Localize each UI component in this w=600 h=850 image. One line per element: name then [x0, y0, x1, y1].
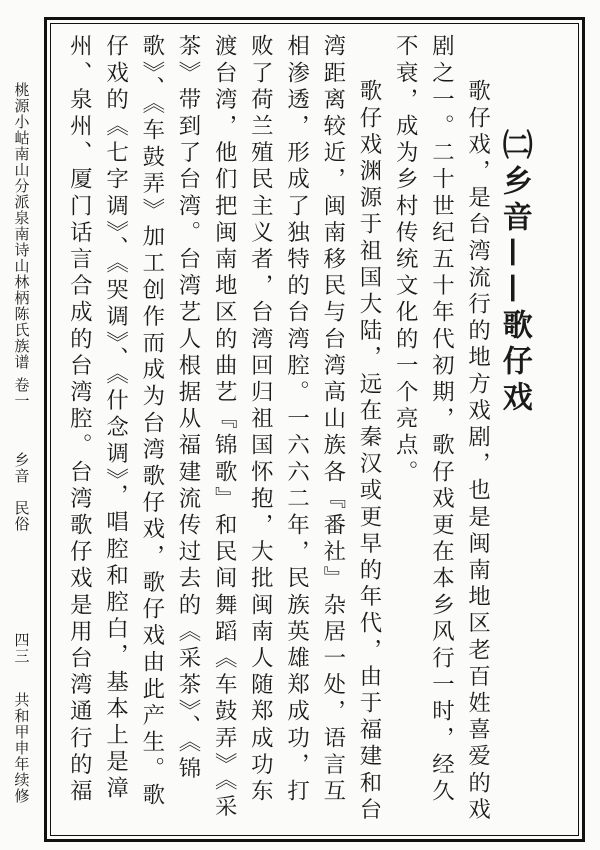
section-label: 乡音 民俗: [12, 452, 31, 532]
volume-label: 卷一: [12, 377, 31, 409]
book-title: 桃源小岵南山分派泉南诗山林柄陈氏族谱: [12, 82, 31, 370]
vertical-text-body: [62, 34, 568, 824]
paragraph-1: 歌仔戏，是台湾流行的地方戏剧，也是闽南地区老百姓喜爱的戏剧之一。二十世纪五十年代初期，歌仔戏更在本乡风行一时，经久不衰，成为乡村传统文化的一个亮点。: [392, 34, 491, 824]
section-heading: ㈡乡音——歌仔戏: [496, 129, 532, 417]
paragraph-2: 歌仔戏渊源于祖国大陆，远在秦汉或更早的年代，由于福建和台湾距离较近，闽南移民与台湾高山族各『番社』杂居一处，语言互相渗透，形成了独特的台湾腔。一六六二年，民族英雄郑成功，打败了荷兰殖民主义者，台湾回归祖国怀抱，大批闽南人随郑成功东渡台湾，他们把闽南地区的曲艺『锦歌』和民间舞蹈《车鼓弄》《采茶》带到了台湾。台湾艺人根据从福建流传过去的《采茶》、《锦歌》、《车鼓弄》加工创作而成为台湾歌仔戏，歌仔戏由此产生。歌仔戏的《七字调》、《哭调》、《什念调》，唱腔和腔白，基本上是漳州、泉州、厦门话言合成的台湾腔。台湾歌仔戏是用台湾通行的福: [66, 34, 382, 824]
page-number: 四三: [12, 632, 31, 664]
edition-label: 共和甲申年续修: [12, 692, 31, 804]
side-margin: [0, 52, 42, 842]
blank-column: [532, 34, 568, 824]
